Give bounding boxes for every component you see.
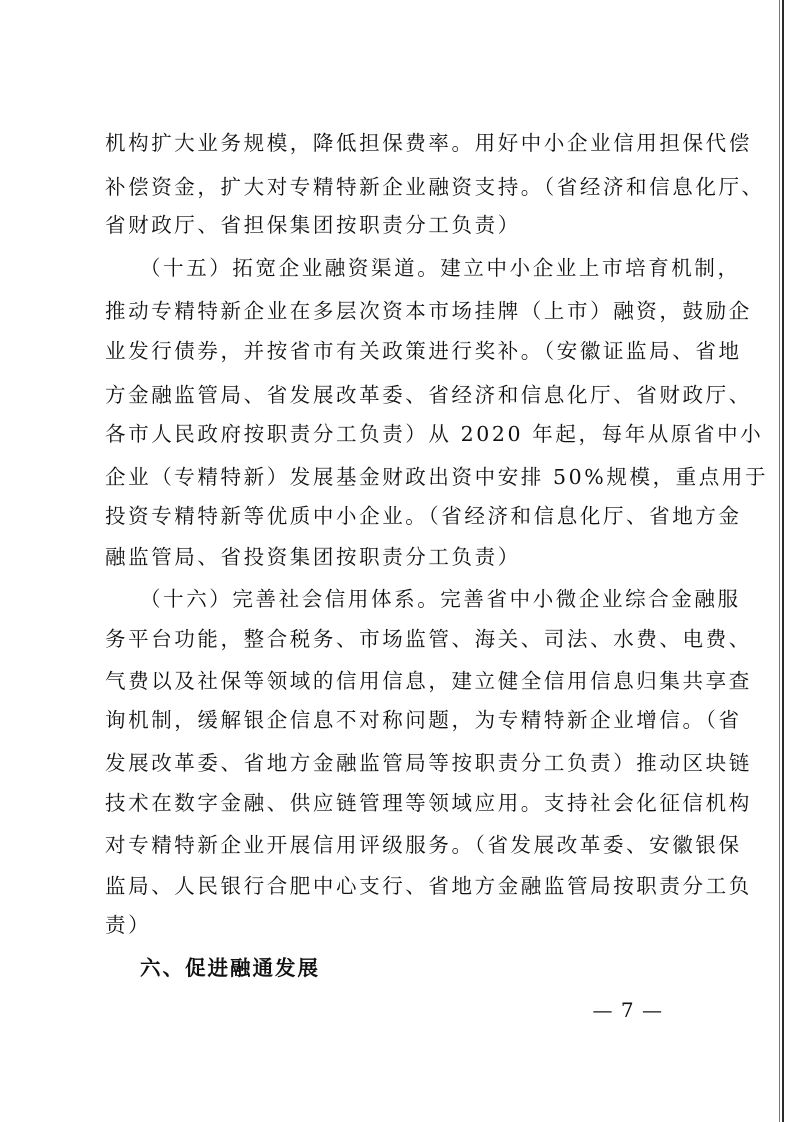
paragraph-line: 补偿资金，扩大对专精特新企业融资支持。（省经济和信息化厅、: [105, 175, 765, 199]
paragraph-line: 气费以及社保等领域的信用信息，建立健全信用信息归集共享查: [105, 669, 752, 693]
paragraph-line: 责）: [105, 913, 152, 937]
paragraph-line: 发展改革委、省地方金融监管局等按职责分工负责）推动区块链: [105, 751, 752, 775]
paragraph-line: 询机制，缓解银企信息不对称问题，为专精特新企业增信。（省: [105, 708, 742, 732]
paragraph-line: 融监管局、省投资集团按职责分工负责）: [105, 545, 521, 569]
paragraph-line: 业发行债券，并按省市有关政策进行奖补。（安徽证监局、省地: [105, 339, 742, 363]
page-number: — 7 —: [592, 998, 663, 1022]
paragraph-line: （十六）完善社会信用体系。完善省中小微企业综合金融服: [140, 587, 741, 611]
paragraph-line: 监局、人民银行合肥中心支行、省地方金融监管局按职责分工负: [105, 874, 752, 898]
paragraph-line: （十五）拓宽企业融资渠道。建立中小企业上市培育机制，: [140, 256, 741, 280]
paragraph-line: 各市人民政府按职责分工负责）从 2020 年起，每年从原省中小: [105, 422, 764, 446]
paragraph-line: 技术在数字金融、供应链管理等领域应用。支持社会化征信机构: [105, 791, 752, 815]
paragraph-line: 企业（专精特新）发展基金财政出资中安排 50%规模，重点用于: [105, 465, 769, 489]
paragraph-line: 方金融监管局、省发展改革委、省经济和信息化厅、省财政厅、: [105, 383, 752, 407]
paragraph-line: 推动专精特新企业在多层次资本市场挂牌（上市）融资，鼓励企: [105, 299, 752, 323]
paragraph-line: 投资专精特新等优质中小企业。（省经济和信息化厅、省地方金: [105, 504, 742, 528]
paragraph-line: 务平台功能，整合税务、市场监管、海关、司法、水费、电费、: [105, 627, 752, 651]
paragraph-line: 对专精特新企业开展信用评级服务。（省发展改革委、安徽银保: [105, 833, 742, 857]
section-heading: 六、促进融通发展: [140, 956, 320, 980]
paragraph-line: 省财政厅、省担保集团按职责分工负责）: [105, 213, 521, 237]
paragraph-line: 机构扩大业务规模，降低担保费率。用好中小企业信用担保代偿: [105, 131, 752, 155]
scan-edge: [782, 0, 784, 1122]
scan-edge-inner: [779, 0, 780, 1122]
